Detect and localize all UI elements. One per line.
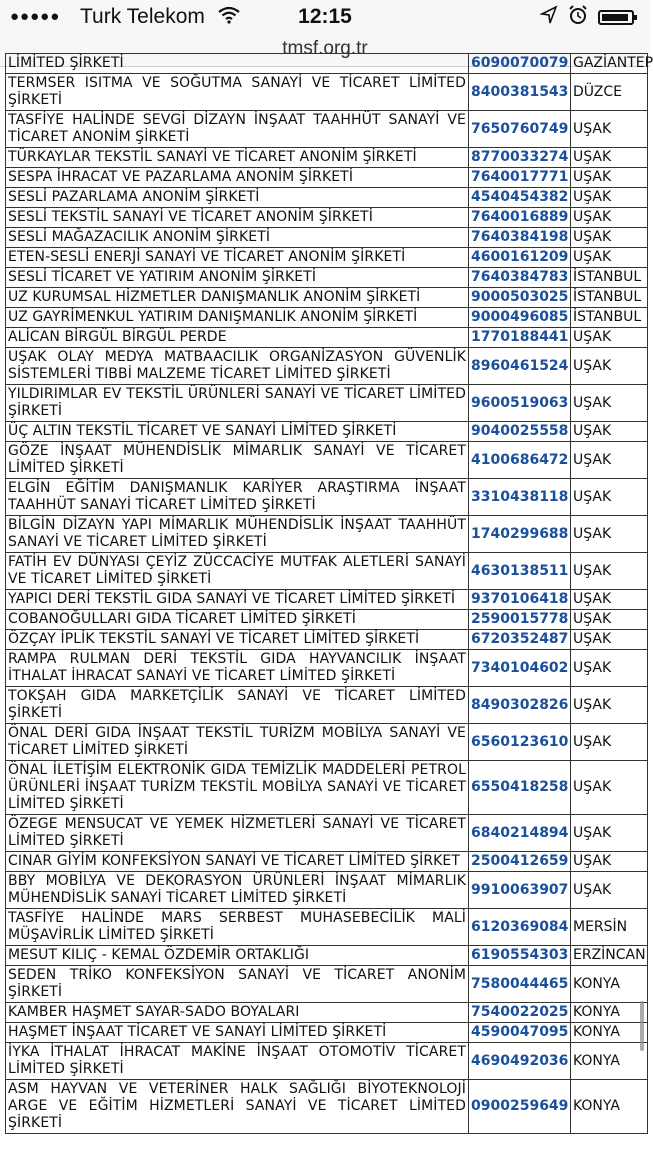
tax-number-cell: 1770188441 <box>469 328 571 348</box>
table-row <box>6 630 648 650</box>
company-name-cell: GÖZE İNŞAAT MÜHENDİSLİK MİMARLIK SANAYİ VE TİCARET LİMİTED ŞİRKETİ <box>6 442 469 479</box>
city-cell: UŞAK <box>571 228 648 248</box>
city-cell: UŞAK <box>571 422 648 442</box>
city-cell: UŞAK <box>571 872 648 909</box>
table-row <box>6 650 648 687</box>
table-row <box>6 1080 648 1134</box>
table-row <box>6 208 648 228</box>
city-cell: UŞAK <box>571 516 648 553</box>
city-cell: UŞAK <box>571 385 648 422</box>
table-row <box>6 966 648 1003</box>
city-cell: UŞAK <box>571 687 648 724</box>
tax-number-cell: 7340104602 <box>469 650 571 687</box>
company-name-cell: ÖNAL İLETİŞİM ELEKTRONİK GIDA TEMİZLİK MADDELERİ PETROL ÜRÜNLERİ İNŞAAT TURİZM TEKSTİL MOBİLYA SANAYİ VE TİCARET LİMİTED ŞİRKETİ <box>6 761 469 815</box>
table-row <box>6 852 648 872</box>
company-name-cell: UŞAK OLAY MEDYA MATBAACILIK ORGANİZASYON GÜVENLİK SİSTEMLERİ TIBBİ MALZEME TİCARET LİMİTED ŞİRKETİ <box>6 348 469 385</box>
tax-number-cell: 4590047095 <box>469 1023 571 1043</box>
scrollbar[interactable] <box>640 1001 644 1051</box>
city-cell: UŞAK <box>571 553 648 590</box>
company-name-cell: YAPICI DERİ TEKSTİL GIDA SANAYİ VE TİCARET LİMİTED ŞİRKETİ <box>6 590 469 610</box>
city-cell: UŞAK <box>571 650 648 687</box>
company-name-cell: FATİH EV DÜNYASI ÇEYİZ ZÜCCACİYE MUTFAK ALETLERİ SANAYİ VE TİCARET LİMİTED ŞİRKETİ <box>6 553 469 590</box>
tax-number-cell: 8960461524 <box>469 348 571 385</box>
table-row <box>6 328 648 348</box>
table-row <box>6 188 648 208</box>
tax-number-cell: 2590015778 <box>469 610 571 630</box>
city-cell: UŞAK <box>571 479 648 516</box>
company-name-cell: ÜÇ ALTIN TEKSTİL TİCARET VE SANAYİ LİMİTED ŞİRKETİ <box>6 422 469 442</box>
city-cell: GAZİANTEP <box>571 54 648 74</box>
tax-number-cell: 6550418258 <box>469 761 571 815</box>
city-cell: UŞAK <box>571 208 648 228</box>
web-content[interactable] <box>0 55 653 1158</box>
table-row <box>6 687 648 724</box>
city-cell: UŞAK <box>571 610 648 630</box>
tax-number-cell: 9370106418 <box>469 590 571 610</box>
city-cell: ERZİNCAN <box>571 946 648 966</box>
city-cell: UŞAK <box>571 188 648 208</box>
table-row <box>6 815 648 852</box>
company-name-cell: ÖZEGE MENSUCAT VE YEMEK HİZMETLERİ SANAYİ VE TİCARET LİMİTED ŞİRKETİ <box>6 815 469 852</box>
company-name-cell: MESUT KILIÇ - KEMAL ÖZDEMİR ORTAKLIĞI <box>6 946 469 966</box>
table-row <box>6 228 648 248</box>
table-row <box>6 385 648 422</box>
table-row <box>6 724 648 761</box>
table-row <box>6 308 648 328</box>
company-name-cell: LİMİTED ŞİRKETİ <box>6 54 469 74</box>
table-row <box>6 479 648 516</box>
tax-number-cell: 4630138511 <box>469 553 571 590</box>
table-row <box>6 422 648 442</box>
tax-number-cell: 0900259649 <box>469 1080 571 1134</box>
alarm-icon <box>568 5 588 30</box>
city-cell: UŞAK <box>571 852 648 872</box>
company-name-cell: SESLİ TİCARET VE YATIRIM ANONİM ŞİRKETİ <box>6 268 469 288</box>
company-name-cell: İYKA İTHALAT İHRACAT MAKİNE İNŞAAT OTOMOTİV TİCARET LİMİTED ŞİRKETİ <box>6 1043 469 1080</box>
tax-number-cell: 1740299688 <box>469 516 571 553</box>
company-name-cell: UZ GAYRİMENKUL YATIRIM DANIŞMANLIK ANONİM ŞİRKETİ <box>6 308 469 328</box>
company-name-cell: BBY MOBİLYA VE DEKORASYON ÜRÜNLERİ İNŞAAT MİMARLIK MÜHENDİSLİK SANAYİ TİCARET LİMİTED ŞİRKETİ <box>6 872 469 909</box>
company-name-cell: TERMSER ISITMA VE SOĞUTMA SANAYİ VE TİCARET LİMİTED ŞİRKETİ <box>6 74 469 111</box>
table-row <box>6 288 648 308</box>
tax-number-cell: 2500412659 <box>469 852 571 872</box>
city-cell: DÜZCE <box>571 74 648 111</box>
company-name-cell: SESLİ MAĞAZACILIK ANONİM ŞİRKETİ <box>6 228 469 248</box>
table-row <box>6 168 648 188</box>
tax-number-cell: 3310438118 <box>469 479 571 516</box>
tax-number-cell: 4600161209 <box>469 248 571 268</box>
carrier-name: Turk Telekom <box>80 5 205 28</box>
tax-number-cell: 7640017771 <box>469 168 571 188</box>
tax-number-cell: 4540454382 <box>469 188 571 208</box>
city-cell: İSTANBUL <box>571 268 648 288</box>
table-row <box>6 909 648 946</box>
tax-number-cell: 8490302826 <box>469 687 571 724</box>
tax-number-cell: 7640016889 <box>469 208 571 228</box>
tax-number-cell: 9000496085 <box>469 308 571 328</box>
company-name-cell: SESLİ TEKSTİL SANAYİ VE TİCARET ANONİM ŞİRKETİ <box>6 208 469 228</box>
tax-number-cell: 6720352487 <box>469 630 571 650</box>
company-name-cell: ASM HAYVAN VE VETERİNER HALK SAĞLIĞI BİYOTEKNOLOJİ ARGE VE EĞİTİM HİZMETLERİ SANAYİ VE TİCARET LİMİTED ŞİRKETİ <box>6 1080 469 1134</box>
tax-number-cell: 9600519063 <box>469 385 571 422</box>
company-name-cell: CINAR GİYİM KONFEKSİYON SANAYİ VE TİCARET LİMİTED ŞİRKET <box>6 852 469 872</box>
city-cell: UŞAK <box>571 248 648 268</box>
company-name-cell: TÜRKAYLAR TEKSTİL SANAYİ VE TİCARET ANONİM ŞİRKETİ <box>6 148 469 168</box>
city-cell: UŞAK <box>571 111 648 148</box>
city-cell: UŞAK <box>571 815 648 852</box>
city-cell: UŞAK <box>571 328 648 348</box>
company-name-cell: ETEN-SESLİ ENERJİ SANAYİ VE TİCARET ANONİM ŞİRKETİ <box>6 248 469 268</box>
table-row <box>6 946 648 966</box>
city-cell: İSTANBUL <box>571 308 648 328</box>
tax-number-cell: 9000503025 <box>469 288 571 308</box>
table-row <box>6 1043 648 1080</box>
company-name-cell: SESPA İHRACAT VE PAZARLAMA ANONİM ŞİRKETİ <box>6 168 469 188</box>
tax-number-cell: 7640384198 <box>469 228 571 248</box>
company-name-cell: ELGİN EĞİTİM DANIŞMANLIK KARİYER ARAŞTIRMA İNŞAAT TAAHHÜT SANAYİ TİCARET LİMİTED ŞİRKETİ <box>6 479 469 516</box>
table-row <box>6 1023 648 1043</box>
tax-number-cell: 4100686472 <box>469 442 571 479</box>
tax-number-cell: 7540022025 <box>469 1003 571 1023</box>
company-name-cell: KAMBER HAŞMET SAYAR-SADO BOYALARI <box>6 1003 469 1023</box>
company-table <box>5 53 653 1134</box>
company-name-cell: UZ KURUMSAL HİZMETLER DANIŞMANLIK ANONİM ŞİRKETİ <box>6 288 469 308</box>
company-name-cell: COBANOĞULLARI GIDA TİCARET LİMİTED ŞİRKETİ <box>6 610 469 630</box>
company-name-cell: TASFİYE HALİNDE MARS SERBEST MUHASEBECİLİK MALİ MÜŞAVİRLİK LİMİTED ŞİRKETİ <box>6 909 469 946</box>
tax-number-cell: 6120369084 <box>469 909 571 946</box>
city-cell: KONYA <box>571 1023 648 1043</box>
status-bar <box>0 0 650 36</box>
tax-number-cell: 9040025558 <box>469 422 571 442</box>
company-name-cell: YILDIRIMLAR EV TEKSTİL ÜRÜNLERİ SANAYİ VE TİCARET LİMİTED ŞİRKETİ <box>6 385 469 422</box>
company-name-cell: SESLİ PAZARLAMA ANONİM ŞİRKETİ <box>6 188 469 208</box>
table-row <box>6 516 648 553</box>
company-name-cell: TOKŞAH GIDA MARKETÇİLİK SANAYİ VE TİCARET LİMİTED ŞİRKETİ <box>6 687 469 724</box>
city-cell: UŞAK <box>571 148 648 168</box>
table-row <box>6 610 648 630</box>
battery-icon <box>598 10 634 25</box>
table-row <box>6 111 648 148</box>
table-row <box>6 54 648 74</box>
url-text[interactable]: tmsf.org.tr <box>282 38 368 59</box>
tax-number-cell: 6190554303 <box>469 946 571 966</box>
company-name-cell: SEDEN TRİKO KONFEKSİYON SANAYİ VE TİCARET ANONİM ŞİRKETİ <box>6 966 469 1003</box>
company-name-cell: ÖZÇAY İPLİK TEKSTİL SANAYİ VE TİCARET LİMİTED ŞİRKETİ <box>6 630 469 650</box>
table-row <box>6 590 648 610</box>
table-row <box>6 1003 648 1023</box>
company-name-cell: RAMPA RULMAN DERİ TEKSTİL GIDA HAYVANCILIK İNŞAAT İTHALAT İHRACAT SANAYİ VE TİCARET LİMİTED ŞİRKETİ <box>6 650 469 687</box>
tax-number-cell: 6840214894 <box>469 815 571 852</box>
tax-number-cell: 4690492036 <box>469 1043 571 1080</box>
tax-number-cell: 8770033274 <box>469 148 571 168</box>
city-cell: KONYA <box>571 1080 648 1134</box>
company-name-cell: ÖNAL DERİ GIDA İNŞAAT TEKSTİL TURİZM MOBİLYA SANAYİ VE TİCARET LİMİTED ŞİRKETİ <box>6 724 469 761</box>
table-row <box>6 761 648 815</box>
tax-number-cell: 8400381543 <box>469 74 571 111</box>
city-cell: KONYA <box>571 1003 648 1023</box>
table-row <box>6 148 648 168</box>
city-cell: UŞAK <box>571 630 648 650</box>
table-row <box>6 442 648 479</box>
table-row <box>6 872 648 909</box>
company-name-cell: ALİCAN BİRGÜL BİRGÜL PERDE <box>6 328 469 348</box>
tax-number-cell: 7580044465 <box>469 966 571 1003</box>
tax-number-cell: 7650760749 <box>469 111 571 148</box>
company-name-cell: BİLGİN DİZAYN YAPI MİMARLIK MÜHENDİSLİK İNŞAAT TAAHHÜT SANAYİ VE TİCARET LİMİTED ŞİRKETİ <box>6 516 469 553</box>
company-name-cell: HAŞMET İNŞAAT TİCARET VE SANAYİ LİMİTED ŞİRKETİ <box>6 1023 469 1043</box>
tax-number-cell: 9910063907 <box>469 872 571 909</box>
city-cell: UŞAK <box>571 590 648 610</box>
table-row <box>6 248 648 268</box>
city-cell: UŞAK <box>571 168 648 188</box>
location-arrow-icon <box>541 6 557 29</box>
tax-number-cell: 6560123610 <box>469 724 571 761</box>
table-row <box>6 348 648 385</box>
tax-number-cell: 6090070079 <box>469 54 571 74</box>
company-name-cell: TASFİYE HALİNDE SEVGİ DİZAYN İNŞAAT TAAHHÜT SANAYİ VE TİCARET ANONİM ŞİRKETİ <box>6 111 469 148</box>
table-row <box>6 268 648 288</box>
city-cell: KONYA <box>571 1043 648 1080</box>
table-row <box>6 74 648 111</box>
city-cell: UŞAK <box>571 348 648 385</box>
city-cell: UŞAK <box>571 724 648 761</box>
tax-number-cell: 7640384783 <box>469 268 571 288</box>
clock: 12:15 <box>298 5 352 28</box>
signal-strength-icon: ●●●●● <box>10 8 61 25</box>
city-cell: UŞAK <box>571 761 648 815</box>
city-cell: MERSİN <box>571 909 648 946</box>
city-cell: UŞAK <box>571 442 648 479</box>
city-cell: İSTANBUL <box>571 288 648 308</box>
table-row <box>6 553 648 590</box>
city-cell: KONYA <box>571 966 648 1003</box>
